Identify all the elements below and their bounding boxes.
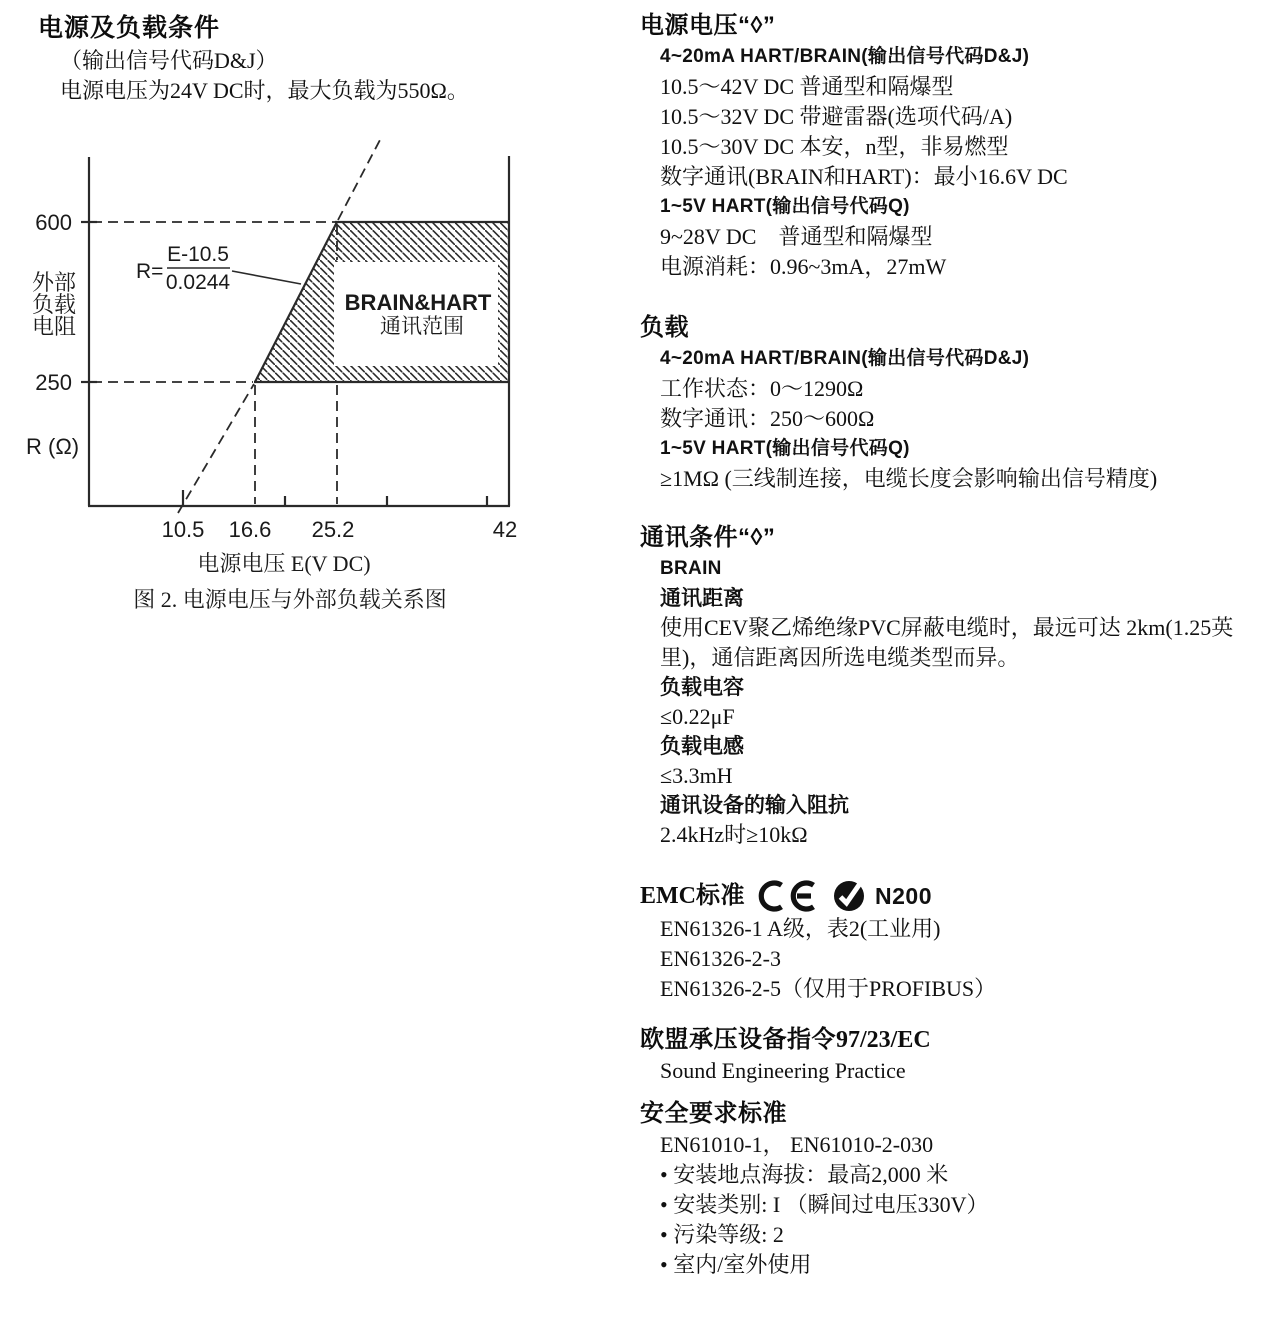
- emc-heading-latin: EMC: [640, 883, 696, 909]
- formula-lhs: R=: [136, 260, 164, 283]
- ped-heading-latin: 97/23/EC: [836, 1027, 931, 1053]
- input-impedance-value: 2.4kHz时≥10kΩ: [660, 822, 808, 847]
- ylabel-line2: 负载: [32, 292, 77, 317]
- spec-line: 10.5～32V DC 带避雷器(选项代码/A): [660, 104, 1013, 129]
- ytick-label-600: 600: [35, 210, 72, 235]
- load-capacitance-label: 负载电容: [660, 676, 744, 699]
- xtick-label-10-5: 10.5: [161, 517, 205, 542]
- comm-conditions-heading: 通讯条件“◊”: [640, 524, 776, 551]
- load-4-20ma-subheading: 4~20mA HART/BRAIN(输出信号代码D&J): [660, 348, 1030, 369]
- spec-line: 数字通讯(BRAIN和HART)：最小16.6V DC: [660, 164, 1068, 189]
- emc-heading: [640, 880, 745, 912]
- formula-denominator: 0.0244: [165, 271, 231, 294]
- ped-heading-cjk: 欧盟承压设备指令: [640, 1026, 836, 1053]
- spec-line: 数字通讯：250～600Ω: [660, 406, 875, 431]
- brain-subheading: BRAIN: [660, 558, 722, 579]
- emc-standard-line: EN61326-1 A级，表2(工业用): [660, 916, 941, 941]
- comm-distance-label: 通讯距离: [660, 587, 744, 610]
- region-label-brain-hart: BRAIN&HART: [344, 290, 492, 315]
- section-ped-directive: [640, 1024, 1260, 1086]
- spec-line: 9~28V DC 普通型和隔爆型: [660, 224, 933, 249]
- load-capacitance-value: ≤0.22μF: [660, 704, 735, 729]
- supply-4-20ma-subheading: 4~20mA HART/BRAIN(输出信号代码D&J): [660, 46, 1030, 67]
- formula-pointer-line: [232, 271, 301, 284]
- spec-line: 电源消耗：0.96~3mA，27mW: [660, 254, 947, 279]
- dashed-diagonal-upper: [338, 138, 381, 220]
- max-load-note: 电源电压为24V DC时，最大负载为550Ω。: [60, 78, 469, 103]
- safety-item: • 安装类别: I （瞬间过电压330V）: [660, 1192, 989, 1217]
- load-1-5v-subheading: 1~5V HART(输出信号代码Q): [660, 438, 910, 459]
- ylabel-line3: 电阻: [32, 314, 77, 339]
- section-supply-voltage: [640, 10, 1260, 282]
- spec-line: 工作状态：0～1290Ω: [660, 376, 864, 401]
- comm-distance-value: 使用CEV聚乙烯绝缘PVC屏蔽电缆时，最远可达 2km(1.25英里)，通信距离因所选电缆类型而异。: [660, 615, 1234, 670]
- section-emc: [640, 878, 1260, 1004]
- supply-1-5v-subheading: 1~5V HART(输出信号代码Q): [660, 196, 910, 217]
- supply-voltage-heading: 电源电压“◊”: [640, 12, 776, 39]
- input-impedance-label: 通讯设备的输入阻抗: [660, 794, 849, 817]
- right-column: [640, 0, 1260, 1280]
- xtick-label-25-2: 25.2: [311, 517, 355, 542]
- load-heading: 负载: [640, 314, 689, 341]
- safety-heading: 安全要求标准: [640, 1100, 787, 1127]
- section-load: [640, 312, 1260, 494]
- emc-heading-row: [640, 878, 1260, 914]
- emc-logos: [757, 878, 932, 914]
- load-inductance-label: 负载电感: [660, 735, 744, 758]
- x-axis-title: 电源电压 E(V DC): [197, 551, 371, 576]
- safety-item: • 污染等级: 2: [660, 1222, 784, 1247]
- ylabel-unit: R (Ω): [26, 434, 80, 459]
- spec-line: 10.5～42V DC 普通型和隔爆型: [660, 74, 954, 99]
- ped-heading: [640, 1024, 1260, 1056]
- safety-standards-line: EN61010-1， EN61010-2-030: [660, 1132, 934, 1157]
- spec-line: ≥1MΩ (三线制连接，电缆长度会影响输出信号精度): [660, 466, 1158, 491]
- safety-item: • 室内/室外使用: [660, 1252, 812, 1277]
- formula-numerator: E-10.5: [167, 243, 229, 266]
- xtick-label-16-6: 16.6: [228, 517, 272, 542]
- emc-heading-cjk: 标准: [696, 882, 745, 909]
- ytick-label-250: 250: [35, 370, 72, 395]
- emc-standard-line: EN61326-2-5（仅用于PROFIBUS）: [660, 976, 997, 1001]
- region-label-comm-range: 通讯范围: [380, 314, 464, 338]
- output-signal-code-note: （输出信号代码D&J）: [60, 48, 278, 73]
- spec-line: 10.5～30V DC 本安，n型，非易燃型: [660, 134, 1009, 159]
- dashed-diagonal-lower: [178, 384, 254, 513]
- safety-item: • 安装地点海拔：最高2,000 米: [660, 1162, 949, 1187]
- c-tick-rcm-icon: [831, 878, 867, 914]
- section-safety-standards: [640, 1098, 1260, 1280]
- section-comm-conditions: [640, 522, 1260, 850]
- ce-mark-icon: [757, 879, 823, 913]
- ped-practice-line: Sound Engineering Practice: [660, 1058, 906, 1083]
- xtick-label-42: 42: [492, 517, 518, 542]
- section-title-power-load: 电源及负载条件: [38, 14, 221, 42]
- rcm-n200-label: N200: [875, 882, 932, 909]
- load-inductance-value: ≤3.3mH: [660, 763, 733, 788]
- left-column: [0, 0, 620, 1324]
- figure-2-load-voltage-chart: [0, 130, 620, 640]
- emc-standard-line: EN61326-2-3: [660, 946, 781, 971]
- ylabel-line1: 外部: [32, 270, 77, 295]
- figure-caption: 图 2. 电源电压与外部负载关系图: [133, 587, 447, 612]
